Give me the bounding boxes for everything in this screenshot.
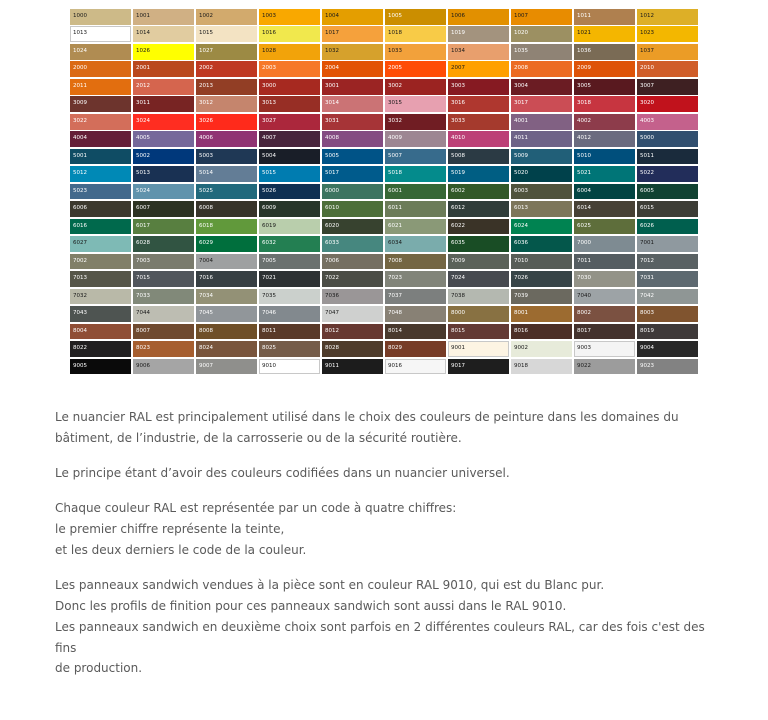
ral-swatch: 7011: [574, 254, 635, 270]
ral-color-chart: [70, 9, 702, 374]
ral-swatch: 6015: [637, 201, 698, 217]
ral-swatch: 6001: [385, 184, 446, 200]
ral-swatch: 1011: [574, 9, 635, 25]
ral-swatch: 7034: [196, 289, 257, 305]
ral-swatch: 7035: [259, 289, 320, 305]
ral-swatch: 1006: [448, 9, 509, 25]
ral-swatch: 7016: [196, 271, 257, 287]
ral-swatch: 4005: [133, 131, 194, 147]
ral-swatch: 1037: [637, 44, 698, 60]
ral-swatch: 7010: [511, 254, 572, 270]
ral-swatch: 1021: [574, 26, 635, 42]
ral-swatch: 5020: [511, 166, 572, 182]
ral-swatch: 1018: [385, 26, 446, 42]
ral-swatch: 7030: [574, 271, 635, 287]
ral-swatch: 7037: [385, 289, 446, 305]
ral-swatch: 2005: [385, 61, 446, 77]
ral-swatch: 8014: [385, 324, 446, 340]
ral-swatch: 2003: [259, 61, 320, 77]
ral-swatch: 6003: [511, 184, 572, 200]
ral-swatch: 7013: [70, 271, 131, 287]
ral-swatch: 5017: [322, 166, 383, 182]
ral-swatch: 4011: [511, 131, 572, 147]
ral-swatch: 2007: [448, 61, 509, 77]
ral-swatch: 8016: [511, 324, 572, 340]
ral-swatch: 4002: [574, 114, 635, 130]
text-line: Les panneaux sandwich en deuxième choix sont parfois en 2 différentes couleurs RAL, car des fois c'est des fins: [55, 619, 705, 655]
ral-swatch: 9002: [511, 341, 572, 357]
ral-swatch: 6004: [574, 184, 635, 200]
ral-swatch: 5008: [448, 149, 509, 165]
ral-swatch: 7024: [448, 271, 509, 287]
ral-swatch: 6016: [70, 219, 131, 235]
ral-swatch: 6029: [196, 236, 257, 252]
ral-swatch: 3004: [511, 79, 572, 95]
paragraph: [55, 575, 725, 679]
ral-swatch: 8017: [574, 324, 635, 340]
ral-swatch: 1001: [133, 9, 194, 25]
ral-swatch: 2009: [574, 61, 635, 77]
ral-swatch: 7031: [637, 271, 698, 287]
ral-swatch: 6017: [133, 219, 194, 235]
ral-swatch: 5026: [259, 184, 320, 200]
ral-swatch: 3003: [448, 79, 509, 95]
ral-swatch: 7043: [70, 306, 131, 322]
ral-swatch: 4009: [385, 131, 446, 147]
ral-swatch: 5021: [574, 166, 635, 182]
ral-swatch: 1017: [322, 26, 383, 42]
ral-swatch: 2012: [133, 79, 194, 95]
ral-swatch: 3020: [637, 96, 698, 112]
ral-swatch: 6032: [259, 236, 320, 252]
ral-swatch: 9022: [574, 359, 635, 375]
ral-swatch: 5004: [259, 149, 320, 165]
ral-swatch: 9001: [448, 341, 509, 357]
ral-swatch: 1024: [70, 44, 131, 60]
ral-swatch: 4003: [637, 114, 698, 130]
text-line: Le nuancier RAL est principalement utilisé dans le choix des couleurs de peinture dans les domaines du: [55, 410, 679, 424]
ral-swatch: 7046: [259, 306, 320, 322]
ral-swatch: 9017: [448, 359, 509, 375]
ral-swatch: 9023: [637, 359, 698, 375]
ral-swatch: 4006: [196, 131, 257, 147]
ral-swatch: 5025: [196, 184, 257, 200]
ral-swatch: 1033: [385, 44, 446, 60]
ral-swatch: 8003: [637, 306, 698, 322]
ral-swatch: 3014: [322, 96, 383, 112]
ral-swatch: 1007: [511, 9, 572, 25]
ral-swatch: 6021: [385, 219, 446, 235]
ral-swatch: 6028: [133, 236, 194, 252]
text-line: Chaque couleur RAL est représentée par un code à quatre chiffres:: [55, 501, 457, 516]
ral-swatch: 7008: [385, 254, 446, 270]
paragraph: [55, 463, 725, 484]
ral-swatch: 8022: [70, 341, 131, 357]
ral-swatch: 7012: [637, 254, 698, 270]
ral-swatch: 3001: [322, 79, 383, 95]
ral-swatch: 6000: [322, 184, 383, 200]
text-line: bâtiment, de l’industrie, de la carrosserie ou de la sécurité routière.: [55, 430, 462, 445]
ral-swatch: 9011: [322, 359, 383, 375]
ral-swatch: 7006: [322, 254, 383, 270]
ral-swatch: 7002: [70, 254, 131, 270]
ral-swatch: 8007: [133, 324, 194, 340]
ral-swatch: 7021: [259, 271, 320, 287]
ral-swatch: 6036: [511, 236, 572, 252]
ral-swatch: 1035: [511, 44, 572, 60]
ral-swatch: 7000: [574, 236, 635, 252]
ral-swatch: 1020: [511, 26, 572, 42]
ral-swatch: 3000: [259, 79, 320, 95]
ral-swatch: 6034: [385, 236, 446, 252]
ral-swatch: 1034: [448, 44, 509, 60]
ral-swatch: 7048: [385, 306, 446, 322]
ral-swatch: 1027: [196, 44, 257, 60]
ral-swatch: 2002: [196, 61, 257, 77]
ral-swatch: 7032: [70, 289, 131, 305]
ral-swatch: 6033: [322, 236, 383, 252]
ral-swatch: 4001: [511, 114, 572, 130]
ral-swatch: 5023: [70, 184, 131, 200]
ral-swatch: 1002: [196, 9, 257, 25]
ral-swatch: 8015: [448, 324, 509, 340]
ral-swatch: 5022: [637, 166, 698, 182]
ral-swatch: 7036: [322, 289, 383, 305]
ral-swatch: 7023: [385, 271, 446, 287]
ral-swatch: 8008: [196, 324, 257, 340]
ral-swatch: 1032: [322, 44, 383, 60]
ral-swatch: 3007: [637, 79, 698, 95]
ral-swatch: 1014: [133, 26, 194, 42]
text-line: Donc les profils de finition pour ces panneaux sandwich sont aussi dans le RAL 9010.: [55, 599, 567, 614]
ral-swatch: 1016: [259, 26, 320, 42]
ral-swatch: 6005: [637, 184, 698, 200]
ral-swatch: 1013: [70, 26, 131, 42]
ral-swatch: 2010: [637, 61, 698, 77]
ral-swatch: 5012: [70, 166, 131, 182]
ral-swatch: 6018: [196, 219, 257, 235]
ral-swatch: 3002: [385, 79, 446, 95]
ral-swatch: 5019: [448, 166, 509, 182]
ral-swatch: 7047: [322, 306, 383, 322]
ral-swatch: 5010: [574, 149, 635, 165]
ral-swatch: 4010: [448, 131, 509, 147]
ral-swatch: 3032: [385, 114, 446, 130]
ral-swatch: 3024: [133, 114, 194, 130]
ral-swatch: 1023: [637, 26, 698, 42]
ral-swatch: 3027: [259, 114, 320, 130]
ral-swatch: 5005: [322, 149, 383, 165]
ral-swatch: 7004: [196, 254, 257, 270]
ral-swatch: 6010: [322, 201, 383, 217]
ral-swatch: 6024: [511, 219, 572, 235]
ral-swatch: 8019: [637, 324, 698, 340]
ral-swatch: 1000: [70, 9, 131, 25]
ral-swatch: 6006: [70, 201, 131, 217]
ral-swatch: 4012: [574, 131, 635, 147]
ral-swatch: 8028: [322, 341, 383, 357]
ral-swatch: 6002: [448, 184, 509, 200]
ral-swatch: 5007: [385, 149, 446, 165]
ral-swatch: 7033: [133, 289, 194, 305]
ral-swatch: 2004: [322, 61, 383, 77]
ral-swatch: 5011: [637, 149, 698, 165]
ral-swatch: 8002: [574, 306, 635, 322]
ral-swatch: 1026: [133, 44, 194, 60]
ral-swatch: 3026: [196, 114, 257, 130]
ral-swatch: 6009: [259, 201, 320, 217]
ral-swatch: 7040: [574, 289, 635, 305]
ral-swatch: 6027: [70, 236, 131, 252]
ral-swatch: 8000: [448, 306, 509, 322]
ral-swatch: 7045: [196, 306, 257, 322]
ral-swatch: 5000: [637, 131, 698, 147]
ral-swatch: 6019: [259, 219, 320, 235]
paragraph: [55, 498, 725, 560]
ral-swatch: 1028: [259, 44, 320, 60]
ral-swatch: 1012: [637, 9, 698, 25]
ral-swatch: 9006: [133, 359, 194, 375]
article-text: [55, 407, 725, 694]
ral-swatch: 6022: [448, 219, 509, 235]
ral-swatch: 6026: [637, 219, 698, 235]
ral-swatch: 6020: [322, 219, 383, 235]
ral-swatch: 3011: [133, 96, 194, 112]
ral-swatch: 1005: [385, 9, 446, 25]
paragraph: [55, 407, 725, 449]
ral-swatch: 3033: [448, 114, 509, 130]
ral-swatch: 3022: [70, 114, 131, 130]
ral-swatch: 8012: [322, 324, 383, 340]
ral-swatch: 1015: [196, 26, 257, 42]
ral-swatch: 3009: [70, 96, 131, 112]
ral-swatch: 9003: [574, 341, 635, 357]
ral-swatch: 5013: [133, 166, 194, 182]
ral-swatch: 9004: [637, 341, 698, 357]
ral-swatch: 2013: [196, 79, 257, 95]
ral-swatch: 8001: [511, 306, 572, 322]
ral-swatch: 6012: [448, 201, 509, 217]
ral-swatch: 5014: [196, 166, 257, 182]
ral-swatch: 2000: [70, 61, 131, 77]
text-line: le premier chiffre représente la teinte,: [55, 522, 285, 537]
ral-swatch: 1036: [574, 44, 635, 60]
ral-swatch: 5003: [196, 149, 257, 165]
ral-swatch: 7001: [637, 236, 698, 252]
ral-swatch: 8024: [196, 341, 257, 357]
ral-swatch: 7042: [637, 289, 698, 305]
ral-swatch: 7038: [448, 289, 509, 305]
ral-swatch: 7003: [133, 254, 194, 270]
ral-swatch: 6035: [448, 236, 509, 252]
ral-swatch: 7026: [511, 271, 572, 287]
ral-swatch: 2008: [511, 61, 572, 77]
ral-swatch: 6014: [574, 201, 635, 217]
ral-swatch: 5015: [259, 166, 320, 182]
ral-swatch: 5009: [511, 149, 572, 165]
ral-swatch: 3031: [322, 114, 383, 130]
ral-swatch: 1019: [448, 26, 509, 42]
ral-swatch: 3012: [196, 96, 257, 112]
ral-swatch: 6011: [385, 201, 446, 217]
ral-swatch: 3017: [511, 96, 572, 112]
ral-swatch: 3018: [574, 96, 635, 112]
ral-swatch: 5018: [385, 166, 446, 182]
ral-swatch: 8023: [133, 341, 194, 357]
ral-swatch: 1004: [322, 9, 383, 25]
ral-swatch: 1003: [259, 9, 320, 25]
ral-swatch: 2011: [70, 79, 131, 95]
ral-swatch: 6025: [574, 219, 635, 235]
ral-swatch: 3005: [574, 79, 635, 95]
ral-swatch: 9010: [259, 359, 320, 375]
ral-swatch: 9007: [196, 359, 257, 375]
ral-swatch: 9018: [511, 359, 572, 375]
ral-swatch: 5024: [133, 184, 194, 200]
ral-swatch: 4004: [70, 131, 131, 147]
ral-swatch: 5001: [70, 149, 131, 165]
text-line: et les deux derniers le code de la couleur.: [55, 542, 307, 557]
ral-swatch: 2001: [133, 61, 194, 77]
ral-swatch: 6007: [133, 201, 194, 217]
ral-swatch: 7005: [259, 254, 320, 270]
ral-swatch: 8025: [259, 341, 320, 357]
ral-swatch: 4007: [259, 131, 320, 147]
ral-swatch: 5002: [133, 149, 194, 165]
ral-swatch: 8029: [385, 341, 446, 357]
ral-swatch: 9005: [70, 359, 131, 375]
ral-swatch: 6013: [511, 201, 572, 217]
ral-swatch: 9016: [385, 359, 446, 375]
ral-swatch: 8004: [70, 324, 131, 340]
ral-swatch: 3013: [259, 96, 320, 112]
ral-swatch: 4008: [322, 131, 383, 147]
ral-swatch: 7039: [511, 289, 572, 305]
ral-swatch: 3016: [448, 96, 509, 112]
ral-swatch: 8011: [259, 324, 320, 340]
ral-swatch: 7022: [322, 271, 383, 287]
ral-swatch: 7009: [448, 254, 509, 270]
ral-swatch: 7015: [133, 271, 194, 287]
text-line: Le principe étant d’avoir des couleurs codifiées dans un nuancier universel.: [55, 466, 510, 481]
ral-swatch: 6008: [196, 201, 257, 217]
ral-swatch: 3015: [385, 96, 446, 112]
text-line: Les panneaux sandwich vendues à la pièce sont en couleur RAL 9010, qui est du Blanc pur.: [55, 578, 605, 593]
text-line: de production.: [55, 661, 143, 676]
ral-swatch: 7044: [133, 306, 194, 322]
